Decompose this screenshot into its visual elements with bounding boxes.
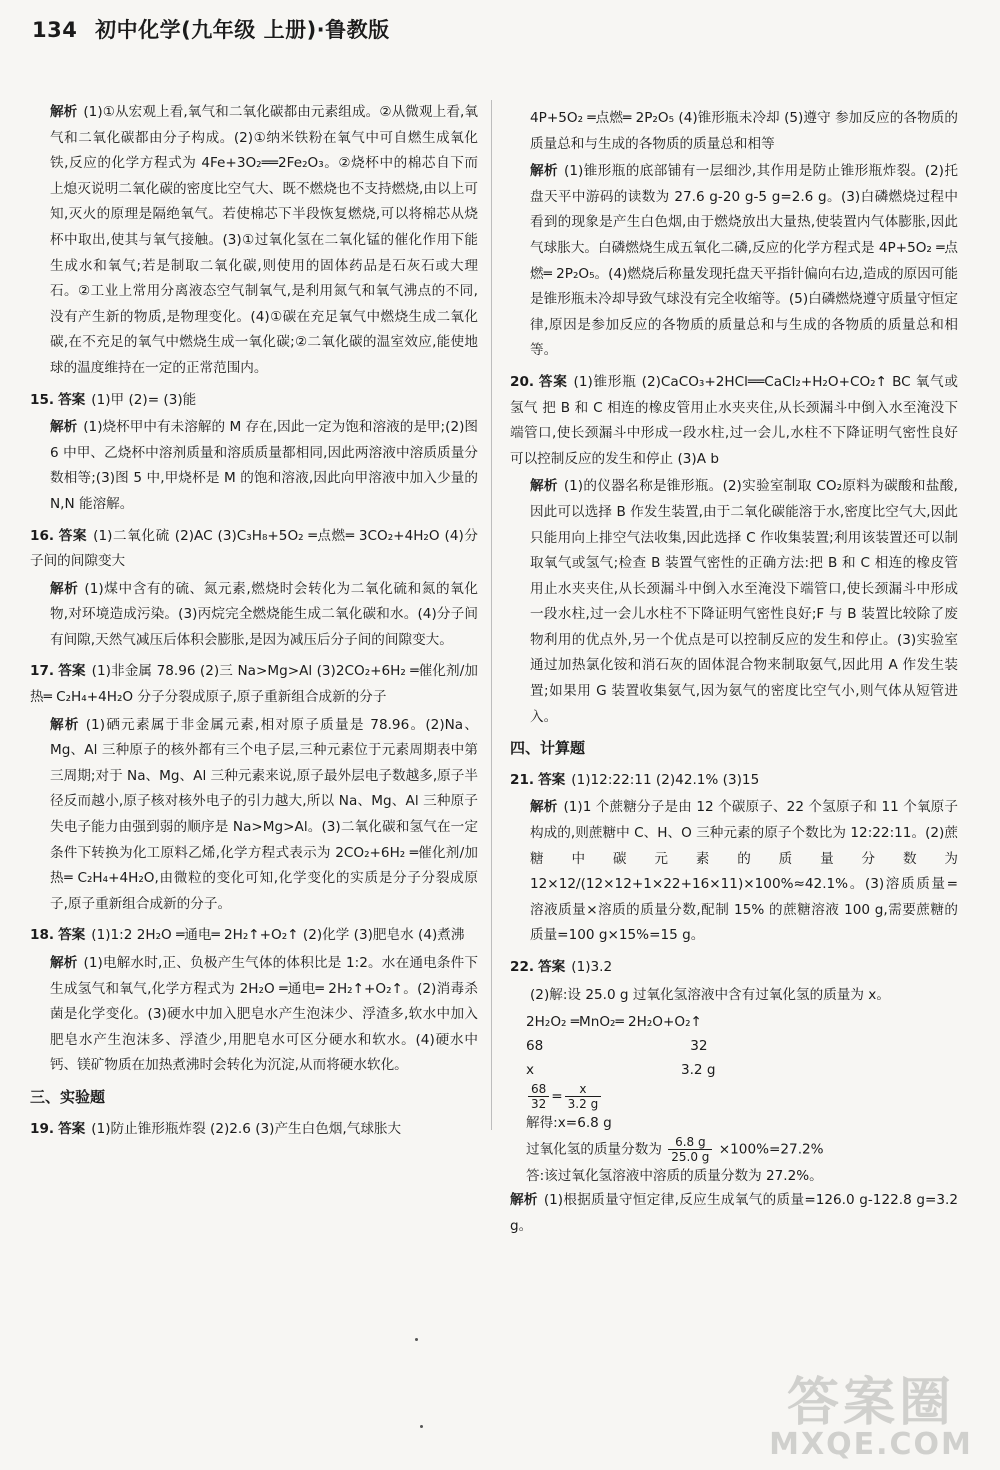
question-number: 22. — [510, 959, 535, 975]
question-answer — [510, 768, 958, 794]
analysis-label: 解析 — [50, 419, 78, 436]
question-number: 18. — [30, 927, 55, 944]
question-number: 15. — [30, 391, 55, 408]
final-analysis — [510, 1188, 958, 1239]
paragraph-text: (1)锥形瓶 (2)CaCO₃+2HCl══CaCl₂+H₂O+CO₂↑ BC 氧气或氢气 把 B 和 C 相连的橡皮管用止水夹夹住,从长颈漏斗中倒入水至淹没下端管口,使长颈漏斗中形成一段水柱,过一会儿,水柱不下降证明气密性良好 可以控制反应的发生和停止 (3)A b — [510, 373, 959, 467]
analysis-label: 解析 — [530, 163, 559, 180]
calc-ratio: $\frac{68}{32}$ = $\frac{x}{3.2 g}$ — [526, 1082, 958, 1111]
ratio-left-bot: 32 — [531, 1097, 547, 1112]
question-answer — [30, 923, 478, 949]
question-answer — [510, 370, 958, 472]
analysis-paragraph — [30, 713, 478, 918]
analysis-paragraph — [510, 474, 958, 730]
paragraph-text: (1)电解水时,正、负极产生气体的体积比是 1:2。水在通电条件下生成氢气和氧气,化学方程式为 2H₂O ═通电═ 2H₂↑+O₂↑。(2)消毒杀菌是化学变化。(3)硬水中加入肥皂水产生泡沫少、浮渣多,软水中加入肥皂水产生泡沫多、浮渣少,用肥皂水可区分硬水和软水。(4)硬水中钙、镁矿物质在加热煮沸时会转化为沉淀,从而将硬水软化。 — [50, 955, 479, 1074]
fraction-suffix: ×100%=27.2% — [718, 1141, 824, 1158]
section-heading: 四、计算题 — [510, 739, 586, 758]
answer-label: 答案 — [58, 527, 88, 544]
paragraph-text: (1)煤中含有的硫、氮元素,燃烧时会转化为二氧化硫和氮的氧化物,对环境造成污染。(3)丙烷完全燃烧能生成二氧化碳和水。(4)分子间有间隙,天然气减压后体积会膨胀,是因为减压后分子间的间隙变大。 — [50, 580, 479, 648]
calc-answer: 答:该过氧化氢溶液中溶质的质量分数为 27.2%。 — [526, 1168, 823, 1185]
paragraph-text: 4P+5O₂ ═点燃═ 2P₂O₅ (4)锥形瓶未冷却 (5)遵守 参加反应的各物质的质量总和与生成的各物质的质量总和相等 — [530, 110, 958, 152]
calc-equation: 2H₂O₂ ═MnO₂═ 2H₂O+O₂↑ — [526, 1014, 702, 1031]
analysis-paragraph — [510, 159, 958, 364]
paragraph-text: (1)锥形瓶的底部铺有一层细沙,其作用是防止锥形瓶炸裂。(2)托盘天平中游码的读数为 27.6 g-20 g-5 g=2.6 g。(3)白磷燃烧过程中看到的现象是产生白色烟,由于燃烧放出大量热,使装置内气体膨胀,因此气球胀大。白磷燃烧生成五氧化二磷,反应的化学方程式是 4P+5O₂ ═点燃═ 2P₂O₅。(4)燃烧后称量发现托盘天平指针偏向右边,造成的原因可能是锥形瓶未冷却导致气球没有完全收缩等。(5)白磷燃烧遵守质量守恒定律,原因是参加反应的各物质的质量总和与生成的各物质的质量总和相等。 — [530, 163, 958, 359]
analysis-label: 解析 — [50, 955, 78, 971]
answer-label: 答案 — [58, 1120, 86, 1137]
paragraph-text: (1)的仪器名称是锥形瓶。(2)实验室制取 CO₂原料为碳酸和盐酸,因此可以选择 B 作发生装置,由于二氧化碳能溶于水,密度比空气大,因此只能用向上排空气法收集,因此选择 C 作收集装置;利用该装置还可以制取氧气或氢气;检查 B 装置气密性的正确方法:把 B 和 C 相连的橡皮管用止水夹夹住,从长颈漏斗中倒入水至淹没下端管口,使长颈漏斗中形成一段水柱,过一会儿水柱不下降证明气密性良好;F 与 B 装置比较除了废物利用的优点外,另一个优点是可以控制反应的发生和停止。(3)实验室通过加热氯化铵和消石灰的固体混合物来制取氨气,因此用 A 作发生装置;如果用 G 装置收集氨气,因为氨气的密度比空气小,则气体从短管进入。 — [530, 478, 959, 725]
analysis-paragraph — [510, 106, 958, 157]
book-title: 初中化学(九年级 上册)·鲁教版 — [95, 18, 390, 42]
question-answer — [30, 1117, 478, 1143]
fraction-bot: 25.0 g — [671, 1150, 710, 1165]
analysis-label: 解析 — [510, 1192, 538, 1209]
answer-label: 答案 — [538, 959, 566, 975]
left-column — [30, 100, 478, 1144]
page-header — [32, 14, 960, 50]
analysis-label: 解析 — [50, 104, 78, 120]
ratio-left — [528, 1082, 549, 1111]
answer-label: 答案 — [538, 771, 566, 788]
ratio-left-top: 68 — [528, 1082, 549, 1097]
right-column-text — [510, 106, 958, 1008]
paragraph-text: (2)解:设 25.0 g 过氧化氢溶液中含有过氧化氢的质量为 x。 — [530, 986, 890, 1003]
paragraph-text: (1)非金属 78.96 (2)三 Na>Mg>Al (3)2CO₂+6H₂ ═催化剂/加热═ C₂H₄+4H₂O 分子分裂成原子,原子重新组合成新的分子 — [30, 663, 479, 706]
paragraph-text: (1)①从宏观上看,氧气和二氧化碳都由元素组成。②从微观上看,氧气和二氧化碳都由分子构成。(2)①纳米铁粉在氧气中可自燃生成氧化铁,反应的化学方程式为 4Fe+3O₂══2Fe₂O₃。②烧杯中的棉芯自下而上熄灭说明二氧化碳的密度比空气大、既不燃烧也不支持燃烧,由以上可知,灭火的原理是隔绝氧气。若使棉芯下半段恢复燃烧,可以将棉芯从烧杯中取出,使其与氧气接触。(3)①过氧化氢在二氧化锰的催化作用下能生成水和氧气;若是制取二氧化碳,则使用的固体药品是石灰石或大理石。②工业上常用分离液态空气制氧气,是利用氮气和氧气沸点的不同,没有产生新的物质,是物理变化。(4)①碳在充足氧气中燃烧生成二氧化碳,在不充足的氧气中燃烧生成一氧化碳;②二氧化碳的温室效应,能使地球的温度维持在一定的正常范围内。 — [50, 104, 479, 376]
analysis-paragraph — [30, 100, 478, 382]
paragraph-text: (1)12:22:11 (2)42.1% (3)15 — [571, 771, 760, 788]
ratio-right-top: x — [565, 1082, 602, 1097]
calc-mass-row: 68 32 — [526, 1038, 708, 1055]
question-number: 17. — [30, 663, 55, 680]
paragraph-text: (1)甲 (2)= (3)能 — [91, 391, 197, 408]
question-answer — [30, 659, 478, 710]
calc-solve: 解得:x=6.8 g — [526, 1115, 612, 1132]
paragraph-text: (1)1:2 2H₂O ═通电═ 2H₂↑+O₂↑ (2)化学 (3)肥皂水 (4)煮沸 — [91, 927, 465, 944]
ratio-right — [565, 1082, 602, 1111]
paragraph-text: (1)二氧化硫 (2)AC (3)C₃H₈+5O₂ ═点燃═ 3CO₂+4H₂O (4)分子间的间隙变大 — [30, 527, 478, 570]
speck — [415, 1338, 418, 1341]
answer-label: 答案 — [538, 373, 568, 390]
analysis-paragraph — [510, 795, 958, 949]
paragraph-text: (1)防止锥形瓶炸裂 (2)2.6 (3)产生白色烟,气球胀大 — [91, 1120, 402, 1137]
section-heading: 三、实验题 — [30, 1087, 106, 1106]
analysis-label: 解析 — [530, 799, 558, 816]
question-number: 21. — [510, 771, 535, 788]
fraction-prefix: 过氧化氢的质量分数为 — [526, 1141, 662, 1158]
calc-fraction-line — [526, 1135, 958, 1164]
analysis-paragraph — [30, 577, 478, 654]
analysis-label: 解析 — [530, 478, 558, 495]
question-answer — [30, 388, 478, 414]
page-number: 134 — [32, 18, 78, 42]
question-number: 16. — [30, 527, 55, 544]
calc-unknown-row: x 3.2 g — [526, 1062, 716, 1079]
analysis-text: (1)根据质量守恒定律,反应生成氧气的质量=126.0 g-122.8 g=3.2 g。 — [510, 1192, 958, 1234]
right-column — [510, 106, 958, 1241]
analysis-paragraph — [30, 415, 478, 517]
fraction-top: 6.8 g — [668, 1135, 712, 1150]
analysis-label: 解析 — [50, 716, 80, 733]
paragraph-text: (1)烧杯甲中有未溶解的 M 存在,因此一定为饱和溶液的是甲;(2)图 6 中甲、乙烧杯中溶剂质量和溶质质量都相同,因此两溶液中溶质质量分数相等;(3)图 5 中,甲烧杯是 M 的饱和溶液,因此向甲溶液中加入少量的 N,N 能溶解。 — [50, 419, 479, 512]
answer-label: 答案 — [58, 927, 86, 944]
speck — [420, 1425, 423, 1428]
watermark-text: 答案圈 — [786, 1373, 955, 1433]
watermark-url: MXQE.COM — [769, 1427, 973, 1462]
question-answer — [510, 955, 958, 981]
answer-label: 答案 — [58, 663, 86, 680]
paragraph-text: (1)3.2 — [571, 959, 613, 975]
mass-fraction — [668, 1135, 712, 1164]
ratio-right-bot: 3.2 g — [567, 1097, 599, 1112]
calculation-block — [510, 1010, 958, 1188]
question-answer — [30, 524, 478, 575]
question-number: 19. — [30, 1120, 55, 1137]
question-number: 20. — [510, 373, 535, 390]
analysis-paragraph — [30, 951, 478, 1079]
paragraph-text: (1)1 个蔗糖分子是由 12 个碳原子、22 个氢原子和 11 个氧原子构成的,则蔗糖中 C、H、O 三种元素的原子个数比为 12:22:11。(2)蔗糖中碳元素的质量分数为 12×12/(12×12+1×22+16×11)×100%≈42.1%。(3)溶质质量=溶液质量×溶质的质量分数,配制 15% 的蔗糖溶液 100 g,需要蔗糖的质量=100 g×15%=15 g。 — [530, 799, 958, 944]
watermark-logo — [756, 1360, 986, 1460]
paragraph-text: (1)硒元素属于非金属元素,相对原子质量是 78.96。(2)Na、Mg、Al 三种原子的核外都有三个电子层,三种元素位于元素周期表中第三周期;对于 Na、Mg、Al 三种元素来说,原子最外层电子数越多,原子半径反而越小,原子核对核外电子的引力越大,所以 Na、Mg、Al 三种原子失电子能力由强到弱的顺序是 Na>Mg>Al。(3)二氧化碳和氢气在一定条件下转换为化工原料乙烯,化学方程式表示为 2CO₂+6H₂ ═催化剂/加热═ C₂H₄+4H₂O,由微粒的变化可知,化学变化的实质是分子分裂成原子,原子重新组合成新的分子。 — [50, 716, 478, 912]
analysis-label: 解析 — [50, 580, 79, 597]
column-divider — [491, 100, 492, 1130]
answer-label: 答案 — [58, 391, 86, 408]
analysis-paragraph — [510, 983, 958, 1009]
